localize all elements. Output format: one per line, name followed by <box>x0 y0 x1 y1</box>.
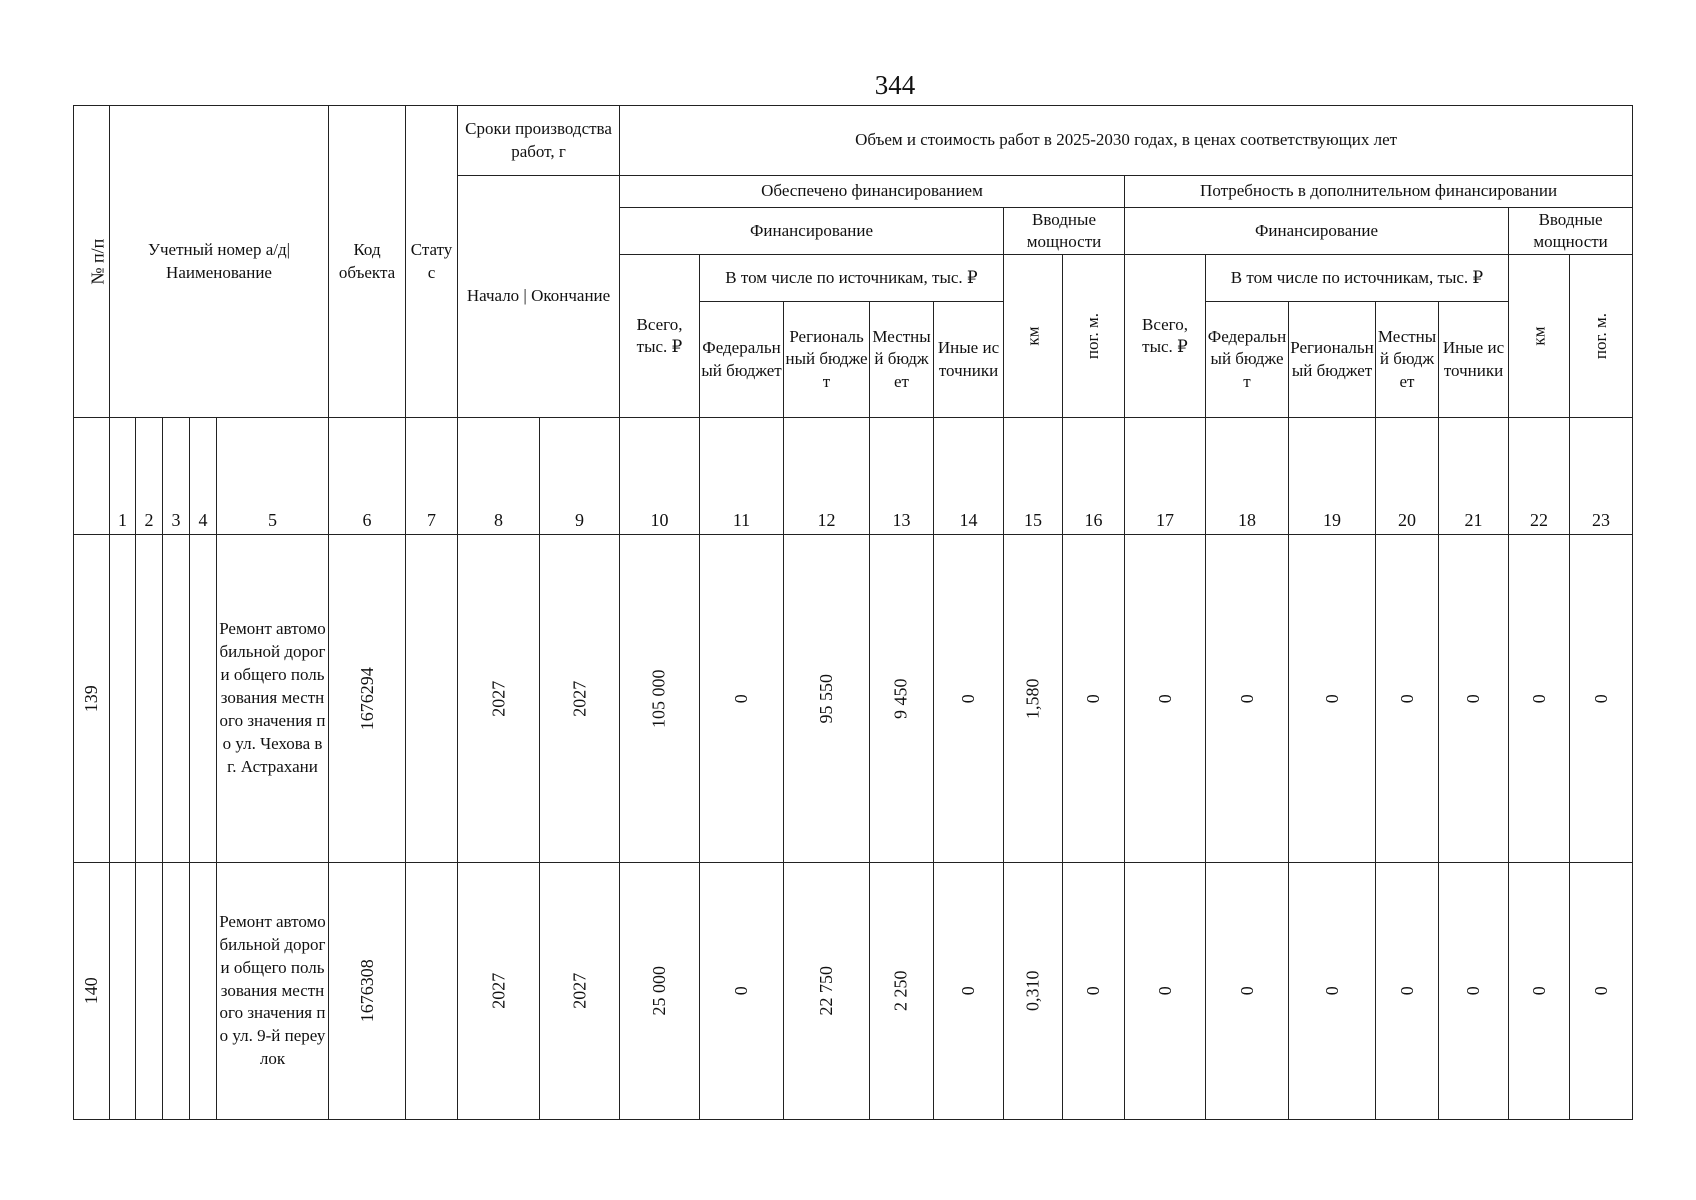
row-km: 0,310 <box>1004 863 1063 1120</box>
table-row <box>74 535 1633 863</box>
row-need-total: 0 <box>1125 863 1206 1120</box>
works-table <box>73 105 1633 1120</box>
col-num: 15 <box>1004 418 1063 535</box>
col-num: 10 <box>620 418 700 535</box>
col-num: 20 <box>1376 418 1439 535</box>
column-numbers-row <box>74 418 1633 535</box>
row-total: 25 000 <box>620 863 700 1120</box>
row-no: 140 <box>74 863 110 1120</box>
header-need-total: Всего, тыс. ₽ <box>1125 255 1206 418</box>
page-number: 344 <box>874 70 916 100</box>
row-code: 1676294 <box>329 535 406 863</box>
header-secured-federal: Федеральный бюджет <box>700 302 784 418</box>
row-no: 139 <box>74 535 110 863</box>
col-num: 1 <box>110 418 136 535</box>
header-need-capacity: Вводные мощности <box>1509 208 1633 255</box>
header-secured: Обеспечено финансированием <box>620 176 1125 208</box>
header-period: Начало | Окончание <box>458 176 620 418</box>
row-end: 2027 <box>540 535 620 863</box>
header-need-pog: пог. м. <box>1570 255 1633 418</box>
cell-empty <box>190 863 217 1120</box>
header-secured-km: км <box>1004 255 1063 418</box>
header-secured-capacity: Вводные мощности <box>1004 208 1125 255</box>
col-num: 9 <box>540 418 620 535</box>
cell-empty <box>163 535 190 863</box>
cell-empty <box>110 535 136 863</box>
row-start: 2027 <box>458 863 540 1120</box>
row-need-local: 0 <box>1376 535 1439 863</box>
cell-empty <box>136 535 163 863</box>
header-need-regional: Региональный бюджет <box>1289 302 1376 418</box>
row-need-federal: 0 <box>1206 863 1289 1120</box>
col-num: 5 <box>217 418 329 535</box>
col-num: 21 <box>1439 418 1509 535</box>
col-num: 7 <box>406 418 458 535</box>
col-num: 11 <box>700 418 784 535</box>
col-num: 3 <box>163 418 190 535</box>
row-regional: 22 750 <box>784 863 870 1120</box>
header-secured-local: Местный бюджет <box>870 302 934 418</box>
row-need-km: 0 <box>1509 863 1570 1120</box>
header-terms: Сроки производства работ, г <box>458 106 620 176</box>
header-secured-pog: пог. м. <box>1063 255 1125 418</box>
header-secured-financing: Финансирование <box>620 208 1004 255</box>
row-need-local: 0 <box>1376 863 1439 1120</box>
row-need-pog: 0 <box>1570 535 1633 863</box>
row-km: 1,580 <box>1004 535 1063 863</box>
row-pog: 0 <box>1063 535 1125 863</box>
header-need: Потребность в дополнительном финансировании <box>1125 176 1633 208</box>
row-status <box>406 863 458 1120</box>
cell-empty <box>190 535 217 863</box>
col-num: 19 <box>1289 418 1376 535</box>
col-num: 13 <box>870 418 934 535</box>
col-num: 2 <box>136 418 163 535</box>
col-num: 14 <box>934 418 1004 535</box>
row-pog: 0 <box>1063 863 1125 1120</box>
header-volume: Объем и стоимость работ в 2025-2030 годах, в ценах соответствующих лет <box>620 106 1633 176</box>
col-num: 12 <box>784 418 870 535</box>
row-local: 2 250 <box>870 863 934 1120</box>
row-start: 2027 <box>458 535 540 863</box>
header-need-other: Иные источники <box>1439 302 1509 418</box>
col-num-blank <box>74 418 110 535</box>
header-no: № п/п <box>74 106 110 418</box>
col-num: 6 <box>329 418 406 535</box>
row-status <box>406 535 458 863</box>
row-need-total: 0 <box>1125 535 1206 863</box>
row-need-federal: 0 <box>1206 535 1289 863</box>
header-need-sources: В том числе по источникам, тыс. ₽ <box>1206 255 1509 302</box>
row-need-km: 0 <box>1509 535 1570 863</box>
row-need-regional: 0 <box>1289 535 1376 863</box>
col-num: 17 <box>1125 418 1206 535</box>
col-num: 4 <box>190 418 217 535</box>
row-federal: 0 <box>700 863 784 1120</box>
header-need-federal: Федеральный бюджет <box>1206 302 1289 418</box>
col-num: 22 <box>1509 418 1570 535</box>
row-other: 0 <box>934 535 1004 863</box>
header-code: Код объекта <box>329 106 406 418</box>
row-need-other: 0 <box>1439 535 1509 863</box>
row-federal: 0 <box>700 535 784 863</box>
header-need-financing: Финансирование <box>1125 208 1509 255</box>
header-name: Учетный номер а/д| Наименование <box>110 106 329 418</box>
row-name: Ремонт автомобильной дороги общего пользования местного значения по ул. Чехова в г. Астрахани <box>217 535 329 863</box>
row-total: 105 000 <box>620 535 700 863</box>
row-need-other: 0 <box>1439 863 1509 1120</box>
row-end: 2027 <box>540 863 620 1120</box>
header-secured-sources: В том числе по источникам, тыс. ₽ <box>700 255 1004 302</box>
header-need-local: Местный бюджет <box>1376 302 1439 418</box>
col-num: 8 <box>458 418 540 535</box>
row-need-pog: 0 <box>1570 863 1633 1120</box>
table-row <box>74 863 1633 1120</box>
header-status: Статус <box>406 106 458 418</box>
header-secured-other: Иные источники <box>934 302 1004 418</box>
header-secured-regional: Региональный бюджет <box>784 302 870 418</box>
col-num: 18 <box>1206 418 1289 535</box>
row-regional: 95 550 <box>784 535 870 863</box>
row-other: 0 <box>934 863 1004 1120</box>
row-code: 1676308 <box>329 863 406 1120</box>
row-local: 9 450 <box>870 535 934 863</box>
col-num: 16 <box>1063 418 1125 535</box>
row-name: Ремонт автомобильной дороги общего пользования местного значения по ул. 9-й переулок <box>217 863 329 1120</box>
cell-empty <box>136 863 163 1120</box>
header-secured-total: Всего, тыс. ₽ <box>620 255 700 418</box>
col-num: 23 <box>1570 418 1633 535</box>
header-need-km: км <box>1509 255 1570 418</box>
cell-empty <box>163 863 190 1120</box>
cell-empty <box>110 863 136 1120</box>
row-need-regional: 0 <box>1289 863 1376 1120</box>
